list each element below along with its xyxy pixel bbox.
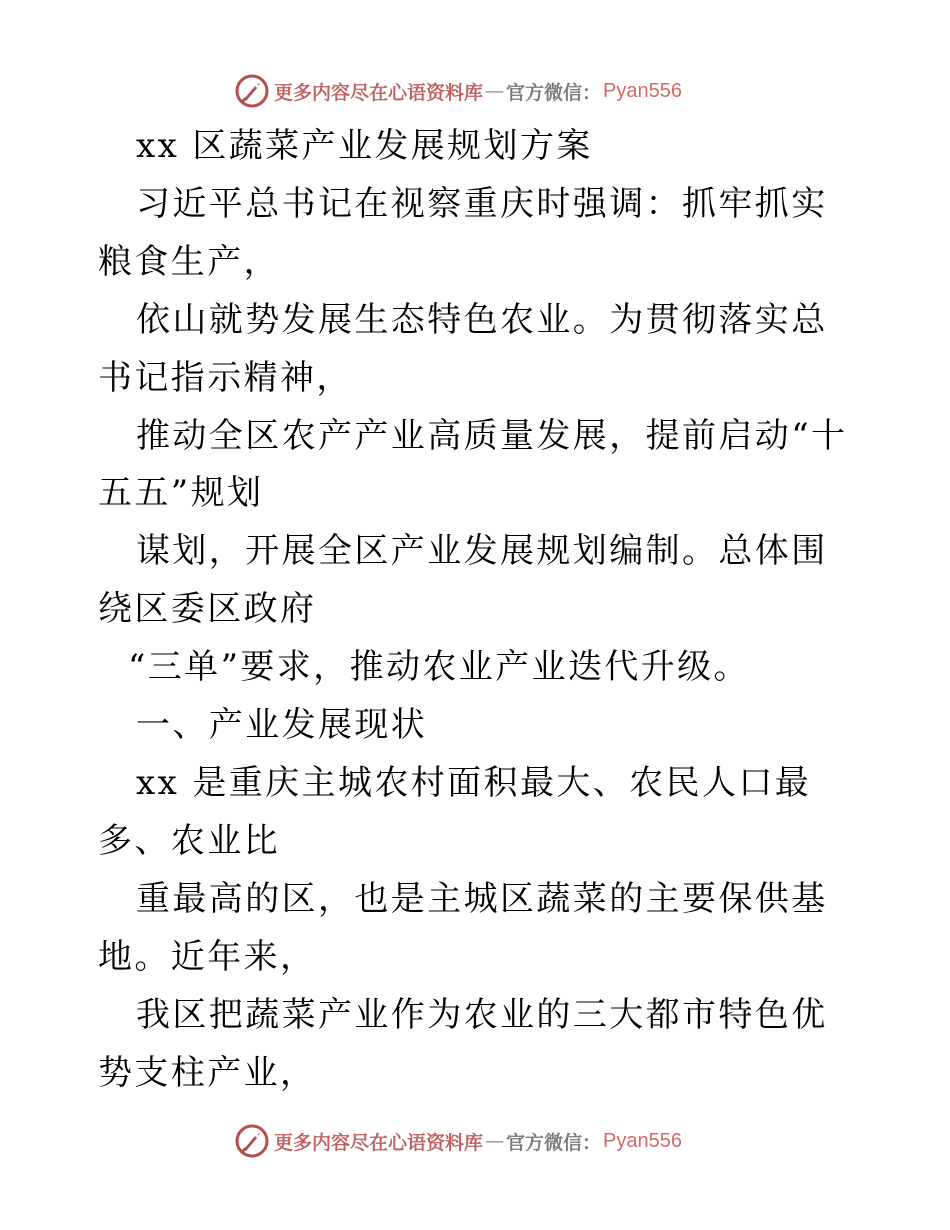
pen-nib-logo-icon xyxy=(234,1123,270,1159)
header-banner-wechat-id: Pyan556 xyxy=(603,79,682,102)
header-banner-separator: — xyxy=(485,80,505,102)
footer-banner xyxy=(234,1121,682,1161)
paragraph: “三单”要求，推动农业产业迭代升级。 xyxy=(128,647,750,688)
paragraph: 习近平总书记在视察重庆时强调：抓牢抓实粮食生产， xyxy=(98,183,828,282)
document-body xyxy=(98,118,858,1102)
header-banner-text: 更多内容尽在心语资料库 xyxy=(274,81,484,104)
pen-nib-logo-icon xyxy=(234,73,270,109)
footer-banner-text: 更多内容尽在心语资料库 xyxy=(274,1131,484,1154)
paragraph: 推动全区农产产业高质量发展，提前启动“十五五”规划 xyxy=(98,415,848,514)
paragraph: 依山就势发展生态特色农业。为贯彻落实总书记指示精神， xyxy=(98,299,828,398)
paragraph: 谋划，开展全区产业发展规划编制。总体围绕区委区政府 xyxy=(98,531,828,630)
footer-banner-separator: — xyxy=(485,1130,505,1152)
section-heading: 一、产业发展现状 xyxy=(136,705,428,746)
header-banner-wechat-label: 官方微信： xyxy=(506,81,602,104)
header-banner xyxy=(234,71,682,111)
footer-banner-wechat-id: Pyan556 xyxy=(603,1129,682,1152)
paragraph: 我区把蔬菜产业作为农业的三大都市特色优势支柱产业， xyxy=(98,994,828,1093)
footer-banner-wechat-label: 官方微信： xyxy=(506,1131,602,1154)
paragraph: 重最高的区，也是主城区蔬菜的主要保供基地。近年来， xyxy=(98,878,828,977)
document-title: xx 区蔬菜产业发展规划方案 xyxy=(136,126,593,166)
paragraph: xx 是重庆主城农村面积最大、农民人口最多、农业比 xyxy=(98,762,812,861)
